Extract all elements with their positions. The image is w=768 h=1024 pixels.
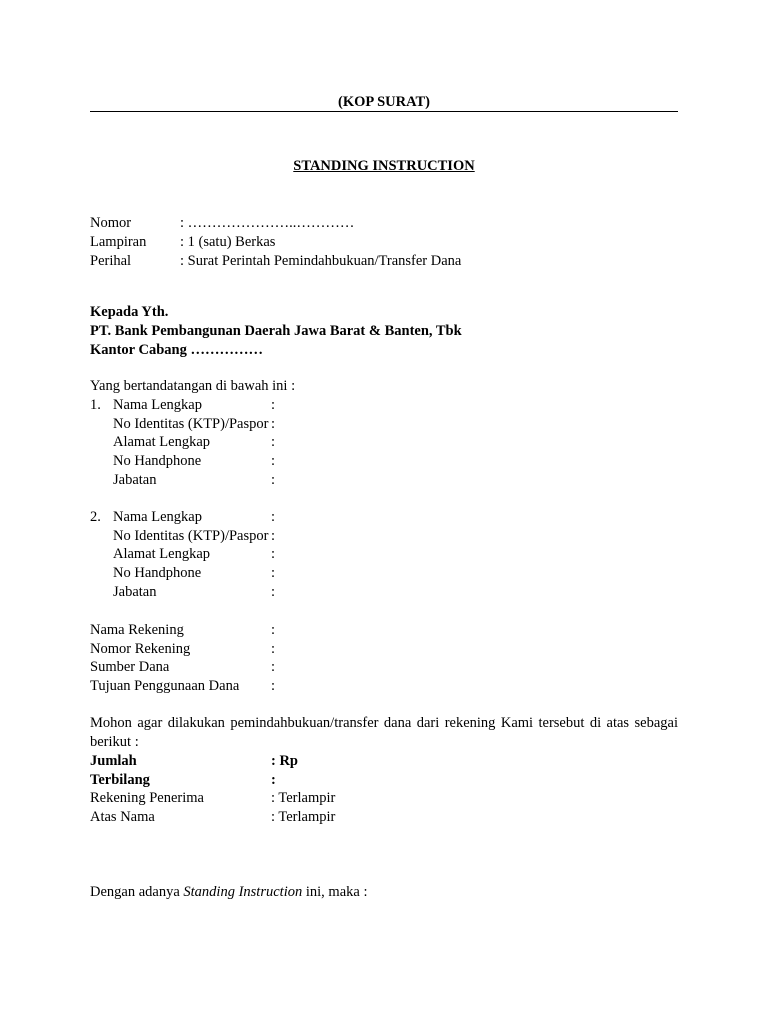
field-label: Nama Lengkap — [113, 509, 202, 525]
field-label: No Handphone — [113, 565, 202, 582]
closing-text-italic: Standing Instruction — [183, 884, 303, 900]
field-colon: : — [271, 434, 276, 451]
field-colon: : — [271, 678, 276, 695]
account-label: Tujuan Penggunaan Dana — [90, 678, 240, 695]
transfer-label: Rekening Penerima — [90, 790, 204, 807]
recipient-branch: Kantor Cabang …………… — [90, 342, 263, 358]
transfer-row-jumlah — [90, 752, 335, 771]
field-colon: : — [271, 546, 276, 563]
closing-text-after: ini, maka : — [302, 884, 368, 900]
field-colon: : — [271, 622, 276, 638]
account-row — [90, 658, 275, 677]
closing-text-before: Dengan adanya — [90, 884, 184, 900]
recipient-bank: PT. Bank Pembangunan Daerah Jawa Barat & Banten, Tbk — [90, 323, 462, 339]
field-colon: : — [271, 471, 276, 488]
signer-field-row — [90, 564, 275, 583]
meta-value: : Surat Perintah Pemindahbukuan/Transfer Dana — [180, 253, 462, 269]
request-paragraph: Mohon agar dilakukan pemindahbukuan/transfer dana dari rekening Kami tersebut di atas sebagai berikut : — [90, 715, 678, 750]
transfer-label: Atas Nama — [90, 809, 155, 826]
transfer-value: : Terlampir — [271, 790, 336, 807]
field-label: No Identitas (KTP)/Paspor — [113, 527, 269, 544]
signer-number: 1. — [90, 397, 101, 413]
meta-label: Perihal — [90, 253, 132, 269]
transfer-label: Jumlah — [90, 753, 137, 769]
signer-field-row — [90, 527, 275, 546]
signer-2 — [90, 508, 275, 601]
meta-value: : …………………..………… — [180, 215, 355, 231]
account-row — [90, 640, 275, 659]
field-colon: : — [271, 415, 276, 432]
field-label: Alamat Lengkap — [113, 546, 211, 563]
field-colon: : — [271, 659, 276, 676]
meta-row-lampiran — [90, 233, 461, 252]
meta-row-nomor — [90, 214, 461, 233]
field-label: Nama Lengkap — [113, 397, 202, 413]
transfer-value: : Rp — [271, 753, 298, 769]
signer-field-row — [90, 508, 275, 527]
account-label: Sumber Dana — [90, 659, 170, 676]
meta-value: : 1 (satu) Berkas — [180, 234, 276, 250]
letterhead-rule — [90, 111, 678, 112]
field-label: No Handphone — [113, 453, 202, 470]
closing-line — [90, 883, 367, 902]
letter-meta — [90, 214, 461, 271]
signer-field-row — [90, 433, 275, 452]
field-colon: : — [271, 565, 276, 582]
field-colon: : — [271, 397, 276, 413]
signer-field-row — [90, 471, 275, 490]
field-colon: : — [271, 509, 276, 525]
meta-label: Lampiran — [90, 234, 147, 250]
document-title: STANDING INSTRUCTION — [293, 158, 475, 174]
field-colon: : — [271, 527, 276, 544]
transfer-value: : Terlampir — [271, 809, 336, 826]
intro-text: Yang bertandatangan di bawah ini : — [90, 378, 296, 394]
field-label: Jabatan — [113, 583, 157, 600]
recipient-block — [90, 303, 462, 360]
transfer-row-rekening-penerima — [90, 789, 335, 808]
transfer-value: : — [271, 771, 276, 788]
signer-field-row — [90, 415, 275, 434]
transfer-block — [90, 752, 335, 827]
meta-row-perihal — [90, 252, 461, 271]
signer-field-row — [90, 452, 275, 471]
account-row — [90, 621, 275, 640]
field-colon: : — [271, 640, 276, 657]
account-block — [90, 621, 275, 696]
signer-number: 2. — [90, 509, 101, 525]
field-label: Jabatan — [113, 471, 157, 488]
signer-1 — [90, 396, 275, 489]
signer-field-row — [90, 545, 275, 564]
account-label: Nama Rekening — [90, 622, 184, 638]
field-label: Alamat Lengkap — [113, 434, 211, 451]
transfer-label: Terbilang — [90, 771, 150, 788]
account-row — [90, 677, 275, 696]
transfer-row-atas-nama — [90, 808, 335, 827]
recipient-salutation: Kepada Yth. — [90, 304, 169, 320]
field-colon: : — [271, 453, 276, 470]
signer-field-row — [90, 396, 275, 415]
field-colon: : — [271, 583, 276, 600]
signer-field-row — [90, 583, 275, 602]
transfer-row-terbilang — [90, 771, 335, 790]
account-label: Nomor Rekening — [90, 640, 191, 657]
letterhead-placeholder: (KOP SURAT) — [338, 94, 430, 110]
field-label: No Identitas (KTP)/Paspor — [113, 415, 269, 432]
meta-label: Nomor — [90, 215, 132, 231]
